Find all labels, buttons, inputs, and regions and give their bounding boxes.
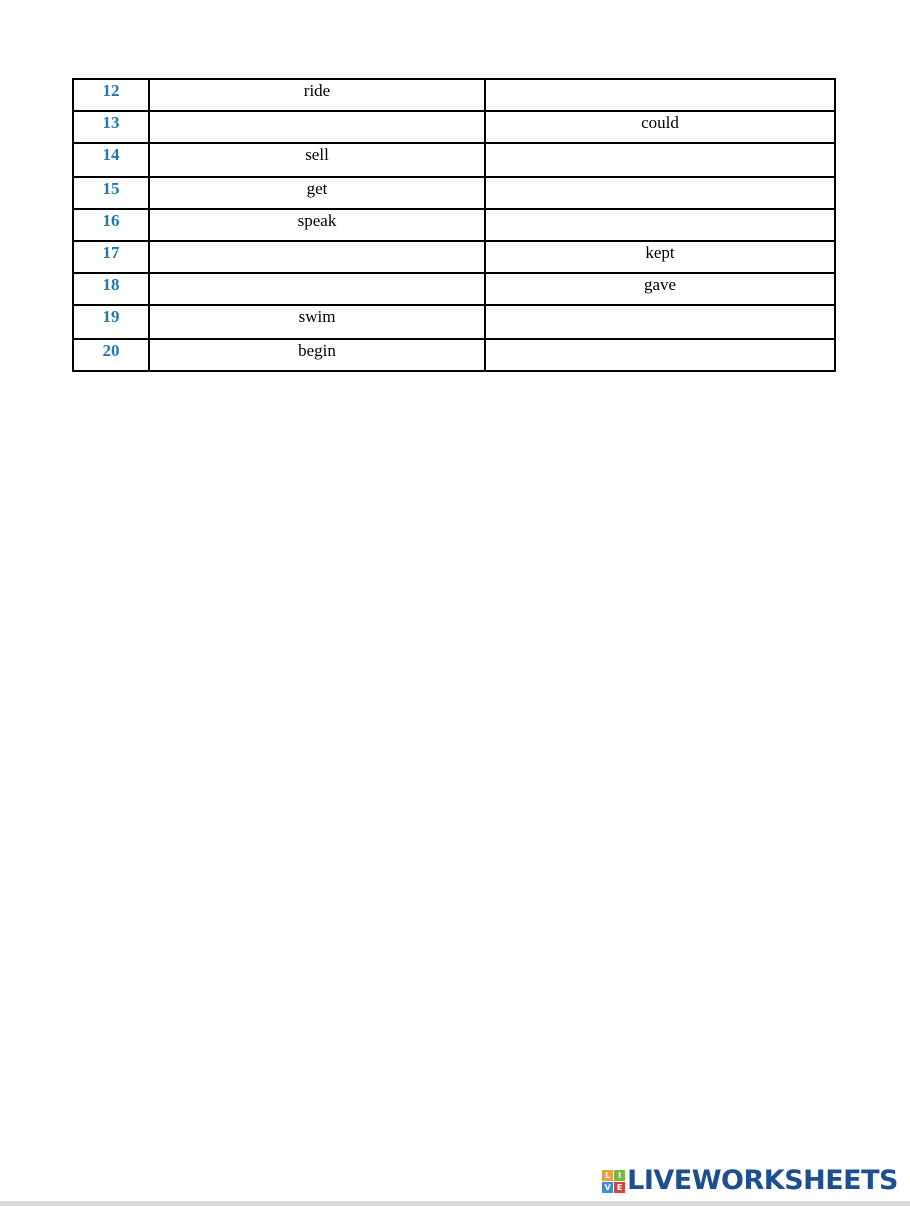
logo-wordmark: LIVEWORKSHEETS (627, 1165, 898, 1196)
logo-mark-tile: I (614, 1170, 625, 1181)
liveworksheets-logo (602, 1166, 898, 1196)
table-row (73, 79, 835, 111)
base-form-cell[interactable] (149, 241, 485, 273)
past-form-cell: could (485, 111, 835, 143)
logo-mark-tile: E (614, 1182, 625, 1193)
table-row (73, 143, 835, 177)
past-form-cell: kept (485, 241, 835, 273)
row-number: 17 (73, 241, 149, 273)
past-form-cell[interactable] (485, 305, 835, 339)
row-number: 16 (73, 209, 149, 241)
table-row (73, 305, 835, 339)
base-form-cell: begin (149, 339, 485, 371)
row-number: 13 (73, 111, 149, 143)
table-row (73, 241, 835, 273)
table-row (73, 273, 835, 305)
past-form-cell: gave (485, 273, 835, 305)
row-number: 19 (73, 305, 149, 339)
table-row (73, 339, 835, 371)
base-form-cell: swim (149, 305, 485, 339)
row-number: 20 (73, 339, 149, 371)
verb-table-body (73, 79, 835, 371)
logo-mark-icon (602, 1170, 625, 1193)
logo-mark-tile: L (602, 1170, 613, 1181)
row-number: 14 (73, 143, 149, 177)
verb-table (72, 78, 836, 372)
base-form-cell: get (149, 177, 485, 209)
past-form-cell[interactable] (485, 79, 835, 111)
base-form-cell[interactable] (149, 111, 485, 143)
row-number: 12 (73, 79, 149, 111)
row-number: 18 (73, 273, 149, 305)
footer-bar (0, 1201, 910, 1206)
past-form-cell[interactable] (485, 339, 835, 371)
base-form-cell[interactable] (149, 273, 485, 305)
past-form-cell[interactable] (485, 143, 835, 177)
past-form-cell[interactable] (485, 177, 835, 209)
base-form-cell: speak (149, 209, 485, 241)
past-form-cell[interactable] (485, 209, 835, 241)
table-row (73, 111, 835, 143)
table-row (73, 177, 835, 209)
logo-mark-tile: V (602, 1182, 613, 1193)
row-number: 15 (73, 177, 149, 209)
base-form-cell: sell (149, 143, 485, 177)
base-form-cell: ride (149, 79, 485, 111)
table-row (73, 209, 835, 241)
